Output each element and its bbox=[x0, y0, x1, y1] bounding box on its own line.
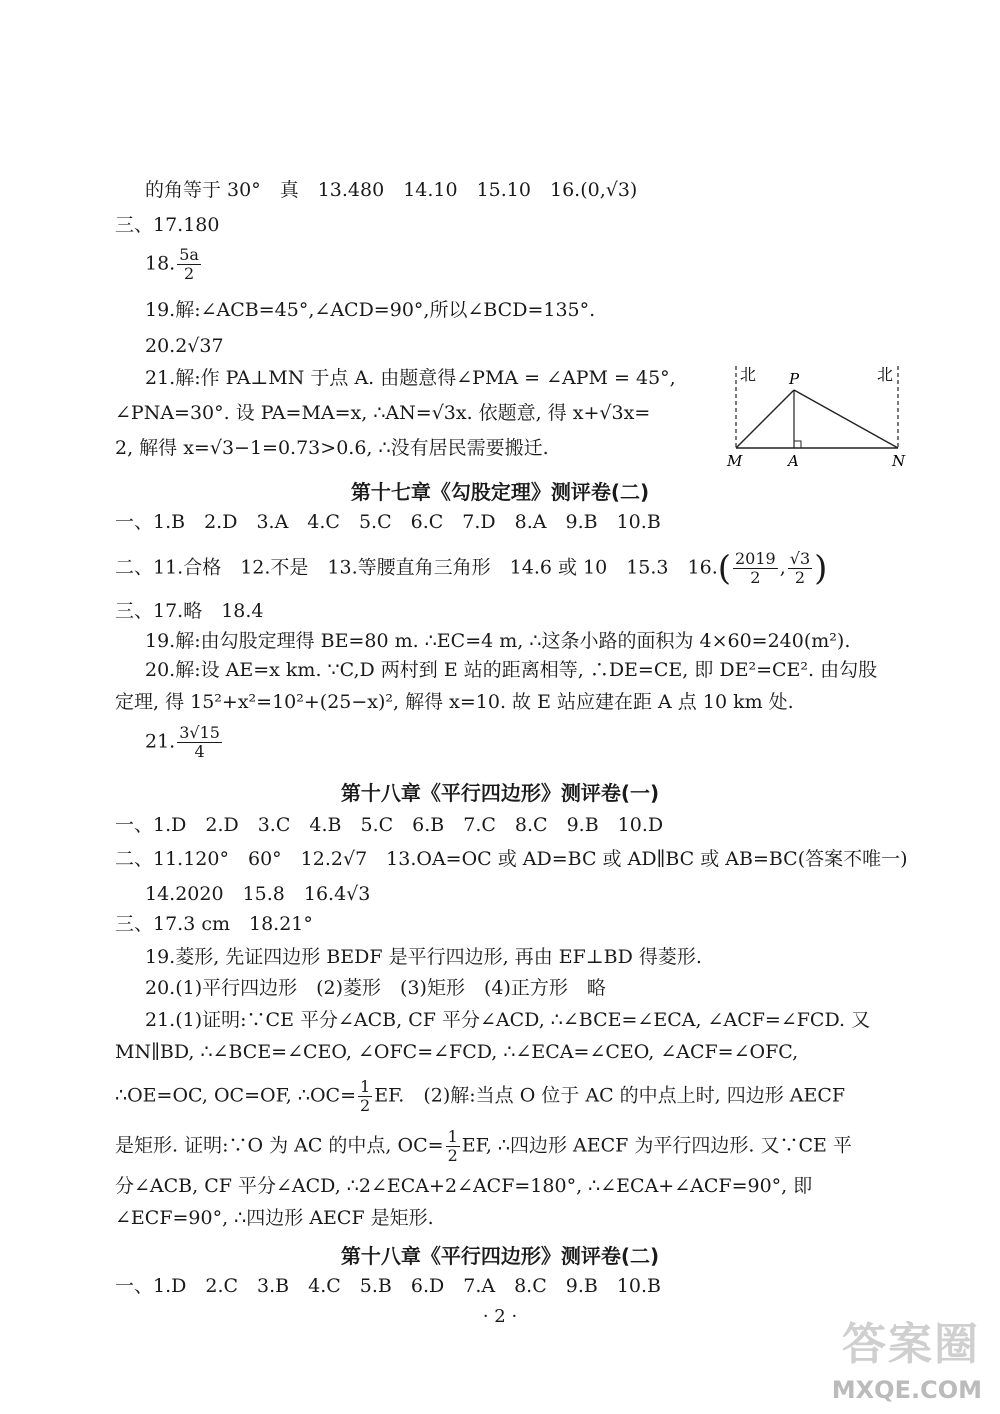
close-paren: ) bbox=[814, 548, 828, 589]
ch18a-answers-4: 三、17.3 cm 18.21° bbox=[115, 913, 313, 935]
fraction-denominator: 2 bbox=[794, 568, 806, 587]
ch18a-21c-pre: ∴OE=OC, OC=OF, ∴OC= bbox=[115, 1084, 357, 1107]
fraction-denominator: 4 bbox=[194, 742, 205, 761]
answer-line-17: 三、17.180 bbox=[115, 214, 220, 236]
point-label-A: A bbox=[788, 452, 799, 470]
fraction-numerator: 5a bbox=[179, 245, 199, 264]
fraction-denominator: 2 bbox=[750, 568, 761, 587]
fraction-1-2 bbox=[358, 1078, 372, 1115]
ch18a-answer-21b: MN∥BD, ∴∠BCE=∠CEO, ∠OFC=∠FCD, ∴∠ECA=∠CEO, ∠ACF=∠OFC, bbox=[115, 1041, 799, 1063]
ch17-answer-21-number: 21. bbox=[145, 730, 176, 753]
north-label-right: 北 bbox=[877, 365, 894, 384]
fraction-numerator: √3 bbox=[789, 549, 811, 568]
answer-line-continued: 的角等于 30° 真 13.480 14.10 15.10 16.(0,√3) bbox=[145, 179, 638, 201]
answer-line-20: 20.2√37 bbox=[145, 335, 224, 357]
segment-PM bbox=[736, 390, 794, 448]
ch18a-21d-post: EF, ∴四边形 AECF 为平行四边形. 又∵CE 平 bbox=[461, 1134, 852, 1157]
ch17-answer-19: 19.解:由勾股定理得 BE=80 m. ∴EC=4 m, ∴这条小路的面积为 4×60=240(m²). bbox=[145, 630, 851, 652]
watermark-site: MXQE.COM bbox=[831, 1376, 982, 1404]
fraction-numerator: 2019 bbox=[735, 549, 776, 568]
point-label-M: M bbox=[727, 452, 743, 470]
section-title-ch18-test1: 第十八章《平行四边形》测评卷(一) bbox=[340, 781, 660, 805]
ch18a-answer-21a: 21.(1)证明:∵CE 平分∠ACB, CF 平分∠ACD, ∴∠BCE=∠ECA, ∠ACF=∠FCD. 又 bbox=[145, 1009, 871, 1031]
ch18a-answer-19: 19.菱形, 先证四边形 BEDF 是平行四边形, 再由 EF⊥BD 得菱形. bbox=[145, 946, 702, 968]
open-paren: ( bbox=[717, 548, 731, 589]
page-number: · 2 · bbox=[482, 1306, 518, 1327]
fraction-1-2 bbox=[446, 1128, 460, 1165]
fraction-5a-2 bbox=[177, 246, 201, 283]
fraction-denominator: 2 bbox=[183, 264, 195, 283]
ch18a-21d-pre: 是矩形. 证明:∵O 为 AC 的中点, OC= bbox=[115, 1134, 444, 1157]
ch17-answers-3: 三、17.略 18.4 bbox=[115, 600, 264, 622]
answer-18-number: 18. bbox=[145, 252, 176, 275]
point-label-P: P bbox=[789, 370, 800, 388]
ch18a-answers-3: 14.2020 15.8 16.4√3 bbox=[145, 883, 371, 905]
ch17-answers-1: 一、1.B 2.D 3.A 4.C 5.C 6.C 7.D 8.A 9.B 10.B bbox=[115, 511, 661, 533]
section-title-ch18-test2: 第十八章《平行四边形》测评卷(二) bbox=[340, 1244, 660, 1268]
answer-line-18 bbox=[145, 246, 203, 283]
ch17-answers-2: 二、11.合格 12.不是 13.等腰直角三角形 14.6 或 10 15.3 16.( $\frac{2019}{2}$ , $\frac{√3}{2}$ ) bbox=[115, 548, 828, 589]
ch18a-answer-21e: 分∠ACB, CF 平分∠ACD, ∴2∠ECA+2∠ACF=180°, ∴∠ECA+∠ACF=90°, 即 bbox=[115, 1175, 813, 1197]
section-title-ch17-test2: 第十七章《勾股定理》测评卷(二) bbox=[350, 480, 650, 504]
ch18a-answers-2: 二、11.120° 60° 12.2√7 13.OA=OC 或 AD=BC 或 AD∥BC 或 AB=BC(答案不唯一) bbox=[115, 848, 908, 870]
ch17-answer-21 bbox=[145, 724, 224, 761]
answer-line-21a: 21.解:作 PA⊥MN 于点 A. 由题意得∠PMA = ∠APM = 45°, bbox=[145, 367, 676, 389]
ch18a-answer-21c bbox=[115, 1078, 845, 1115]
north-label-left: 北 bbox=[740, 365, 757, 384]
fraction-3sqrt15-4 bbox=[177, 724, 222, 761]
fraction-numerator: 1 bbox=[360, 1077, 371, 1096]
fraction-sqrt3-2 bbox=[788, 550, 812, 587]
fraction-numerator: 1 bbox=[447, 1127, 458, 1146]
fraction-numerator: 3√15 bbox=[179, 723, 220, 742]
ch17-answer-20b: 定理, 得 15²+x²=10²+(25−x)², 解得 x=10. 故 E 站应建在距 A 点 10 km 处. bbox=[115, 691, 794, 713]
fraction-2019-2 bbox=[733, 550, 778, 587]
answer-line-19: 19.解:∠ACB=45°,∠ACD=90°,所以∠BCD=135°. bbox=[145, 299, 596, 321]
ch18b-answers-1: 一、1.D 2.C 3.B 4.C 5.B 6.D 7.A 8.C 9.B 10.B bbox=[115, 1275, 662, 1297]
ch17-answer-20a: 20.解:设 AE=x km. ∵C,D 两村到 E 站的距离相等, ∴DE=CE, 即 DE²=CE². 由勾股 bbox=[145, 659, 878, 681]
watermark-glyphs: 答案圈 bbox=[842, 1319, 980, 1370]
ch18a-21c-post: EF. (2)解:当点 O 位于 AC 的中点上时, 四边形 AECF bbox=[374, 1084, 846, 1107]
point-label-N: N bbox=[892, 452, 906, 470]
answer-line-21b: ∠PNA=30°. 设 PA=MA=x, ∴AN=√3x. 依题意, 得 x+√3x= bbox=[115, 402, 651, 424]
ch18a-answer-20: 20.(1)平行四边形 (2)菱形 (3)矩形 (4)正方形 略 bbox=[145, 977, 606, 999]
ch17-answers-2-text: 二、11.合格 12.不是 13.等腰直角三角形 14.6 或 10 15.3 16. bbox=[115, 556, 718, 579]
ch18a-answer-21f: ∠ECF=90°, ∴四边形 AECF 是矩形. bbox=[115, 1207, 434, 1229]
fraction-denominator: 2 bbox=[447, 1146, 458, 1165]
fraction-denominator: 2 bbox=[360, 1096, 371, 1115]
segment-PN bbox=[794, 390, 898, 448]
ch18a-answers-1: 一、1.D 2.D 3.C 4.B 5.C 6.B 7.C 8.C 9.B 10.D bbox=[115, 814, 664, 836]
triangle-figure bbox=[722, 362, 922, 470]
right-angle-mark bbox=[794, 441, 801, 448]
answer-line-21c: 2, 解得 x=√3−1=0.73>0.6, ∴没有居民需要搬迁. bbox=[115, 437, 549, 459]
ch18a-answer-21d bbox=[115, 1128, 852, 1165]
